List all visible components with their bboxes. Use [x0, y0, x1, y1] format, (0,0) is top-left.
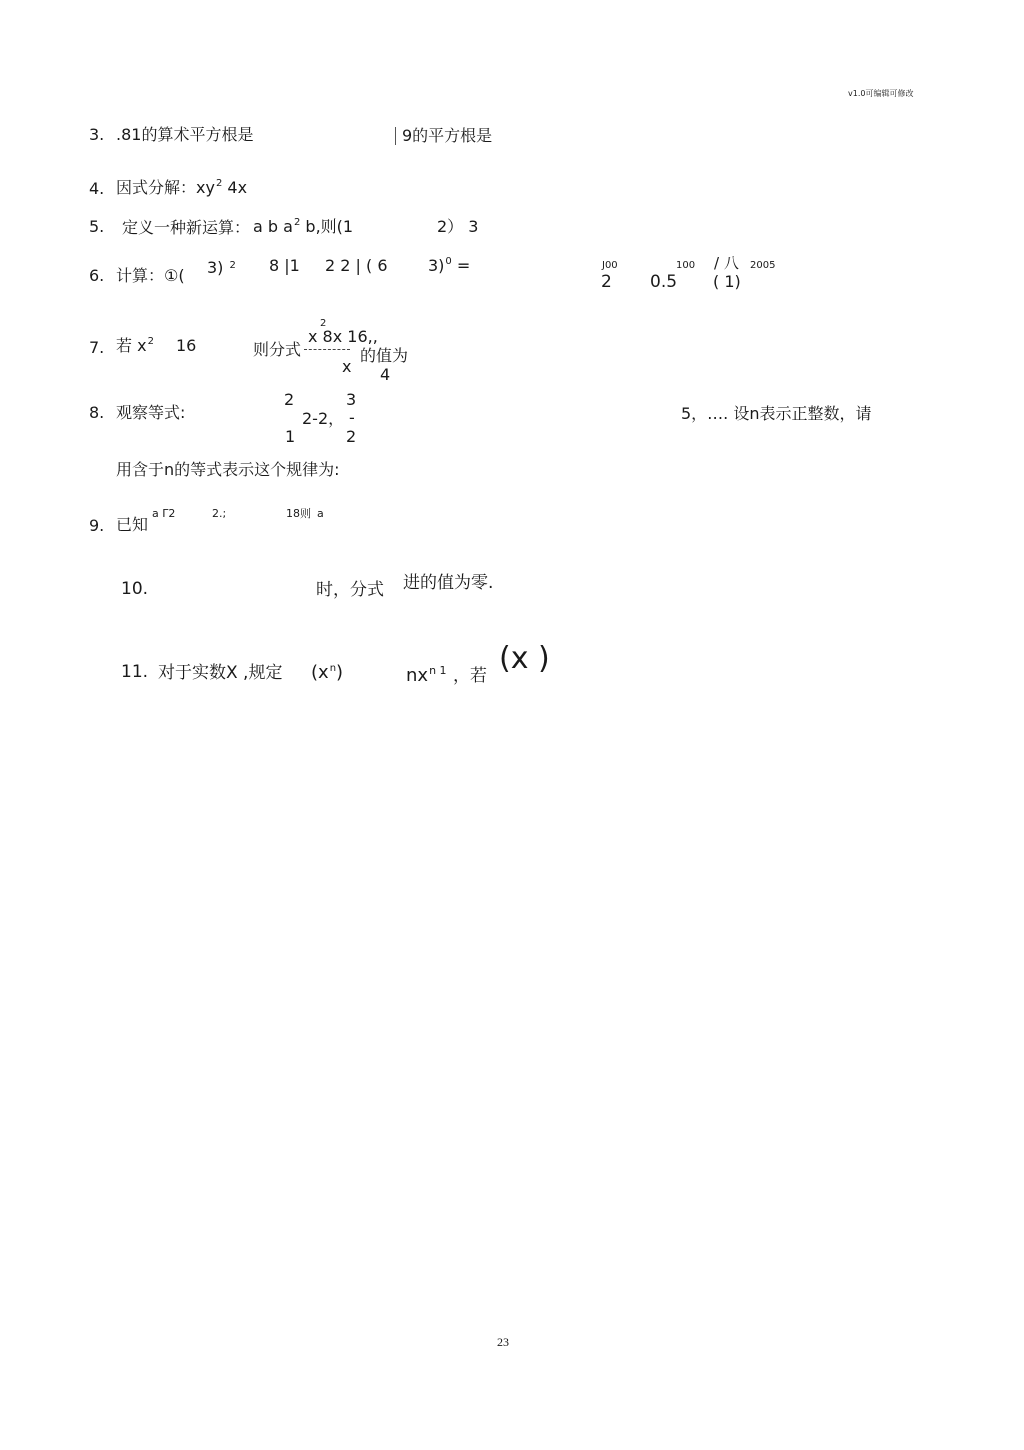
- expression: a: [317, 507, 324, 520]
- expression: 2 2 | ( 6: [325, 256, 388, 275]
- question-text: 对于实数X ,规定: [158, 663, 283, 683]
- base: 0.5: [650, 272, 678, 292]
- question-number: 11.: [121, 662, 149, 682]
- question-text: 定义一种新运算：: [122, 218, 251, 237]
- expression: $nx^{n 1}$: [406, 664, 447, 686]
- question-text-cut: 用含于n的等式表示这个规律为:: [116, 460, 340, 479]
- question-text: 时，分式: [316, 580, 384, 600]
- base: 2: [601, 272, 612, 292]
- expression: a Γ2: [152, 507, 176, 520]
- question-number: 5.: [89, 217, 105, 236]
- exponent: J00: [602, 260, 618, 271]
- exponent: 2: [320, 318, 327, 329]
- question-text: 已知: [116, 515, 149, 534]
- question-text: ，若: [453, 666, 487, 686]
- version-note: v1.0可编辑可修改: [848, 89, 914, 98]
- question-number: 9.: [89, 516, 105, 535]
- fraction-bar: -: [349, 408, 355, 427]
- value: 16: [176, 336, 197, 355]
- fraction-numerator: x 8x 16,,: [308, 327, 378, 346]
- exponent: / 八: [714, 254, 739, 272]
- question-text: 则分式: [253, 340, 302, 359]
- question-text: 若 $x^2$: [116, 336, 154, 355]
- text-fragment: 4: [380, 365, 391, 384]
- fraction-denominator: 2: [346, 427, 357, 446]
- expression: 8 |1: [269, 256, 300, 275]
- question-text: 5，…. 设n表示正整数，请: [681, 404, 872, 423]
- expression: 18则: [286, 507, 311, 520]
- fraction-denominator: x: [342, 357, 352, 376]
- expression: a b $a^2$ b,则(1: [253, 217, 354, 236]
- question-text: 观察等式:: [116, 403, 186, 422]
- exponent: 2005: [750, 260, 776, 271]
- question-number: 4.: [89, 179, 105, 198]
- fraction-denominator: 1: [285, 427, 296, 446]
- divider: [395, 127, 396, 145]
- expression: 3)$^0$ =: [428, 256, 471, 275]
- expression: 3) $^2$: [207, 258, 236, 277]
- base: ( 1): [713, 272, 741, 291]
- fraction-bar: [304, 349, 350, 350]
- exponent: 100: [676, 260, 696, 271]
- expression: 2-2，: [302, 409, 345, 428]
- question-text: 计算：①(: [116, 266, 185, 285]
- question-number: 10.: [121, 579, 149, 599]
- fraction-numerator: 3: [346, 390, 357, 409]
- expression: 2） 3: [437, 217, 479, 236]
- question-number: 3.: [89, 125, 105, 144]
- question-text: 因式分解：$xy^2$ 4x: [116, 178, 248, 197]
- question-number: 7.: [89, 338, 105, 357]
- expression: 2.;: [212, 507, 227, 520]
- question-text: .81的算术平方根是: [116, 125, 254, 144]
- question-text: 进的值为零.: [403, 573, 494, 593]
- question-text: 9的平方根是: [402, 126, 493, 145]
- fraction-numerator: 2: [284, 390, 295, 409]
- question-text: 的值为: [360, 346, 409, 365]
- question-number: 6.: [89, 266, 105, 285]
- question-number: 8.: [89, 403, 105, 422]
- expression-large: (x ): [499, 641, 550, 676]
- expression: $(x^n)$: [311, 662, 344, 683]
- page-number: 23: [497, 1335, 509, 1349]
